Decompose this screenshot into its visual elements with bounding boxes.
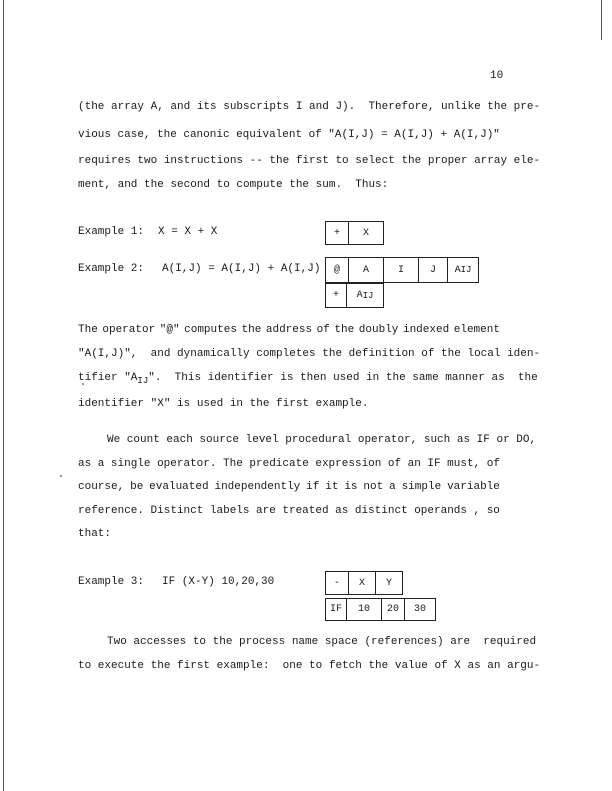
word: variable [447,481,500,493]
word: "@" [159,324,180,336]
example2-result-identifier-main: A [454,264,461,276]
paragraph2-line4: identifier "X" is used in the first example. [78,398,369,410]
example2-local-identifier-cell [346,284,383,307]
word: predicate [249,458,309,470]
paragraph4-line1: Two accesses to the process name space (references) are required [107,636,537,648]
paragraph2-line1 [78,324,500,336]
word: operands [414,505,468,517]
example3-label-30-cell: 30 [404,599,435,620]
example1-label: Example 1: [78,226,145,238]
example3-label: Example 3: [78,576,145,588]
word: operator [102,324,156,336]
word: if [306,481,320,493]
word: not [363,481,384,493]
word: be [130,481,144,493]
paragraph1-line2 [78,129,500,141]
example1-operator-cell: + [333,227,340,239]
word: must, [447,458,481,470]
word: equivalent [236,129,303,141]
word: operator. [157,458,217,470]
example2-subscript-i-cell: I [383,258,418,282]
word: single [110,458,151,470]
example3-expression: IF (X-Y) 10,20,30 [162,576,275,588]
word: element [453,324,500,336]
paragraph2-line3-start: tifier "A [78,372,138,384]
paragraph4-line2: to execute the first example: one to fetch the value of X as an argu- [78,660,541,672]
example2-subscript-j-cell: J [418,258,447,282]
example2-array-cell: A [348,258,383,282]
example1-expression: X = X + X [158,226,218,238]
page-number: 10 [490,70,504,82]
word: of [486,458,500,470]
scan-speck [60,475,62,477]
word: is [344,481,358,493]
word: The [78,324,98,336]
word: a [389,481,396,493]
paragraph2-line3-sub: IJ [137,376,149,386]
word: evaluated [149,481,209,493]
word: computes [184,324,237,336]
paragraph1-line1: (the array A, and its subscripts I and J). Therefore, unlike the pre- [78,101,541,113]
paragraph3-line1: We count each source level procedural operator, such as IF or DO, [107,434,537,446]
example3-x-operand-cell: X [348,572,375,594]
example3-y-operand-cell: Y [375,572,402,594]
word: "A(I,J) = A(I,J) + A(I,J)" [328,129,500,141]
example2-at-operator-cell: @ [333,264,340,276]
paragraph3-line5: that: [78,528,112,540]
word: , [473,505,481,517]
paragraph3-line3 [78,481,500,493]
word: of [308,129,322,141]
word: case, [117,129,151,141]
word: the [241,324,262,336]
word: independently [214,481,301,493]
word: labels [209,505,250,517]
paragraph1-line4: ment, and the second to compute the sum. Thus: [78,179,389,191]
word: as [335,505,349,517]
page-right-edge-mark [601,0,602,40]
word: doubly [358,324,399,336]
word: IF [427,458,441,470]
example2-expression: A(I,J) = A(I,J) + A(I,J) [162,263,321,275]
example3-if-operator-cell: IF [329,604,342,615]
word: treated [282,505,329,517]
word: so [486,505,500,517]
paragraph1-line3: requires two instructions -- the first to select the proper array ele- [78,155,541,167]
example2-result-identifier-cell [447,258,478,282]
paragraph2-line2: "A(I,J)", and dynamically completes the definition of the local iden- [78,348,541,360]
word: of [387,458,402,470]
word: course, [78,481,125,493]
word: canonic [183,129,230,141]
word: a [97,458,105,470]
word: address [265,324,313,336]
word: as [78,458,92,470]
example2-label: Example 2: [78,263,145,275]
word: it [325,481,339,493]
page-left-edge [3,0,4,791]
word: the [334,324,355,336]
word: indexed [402,324,450,336]
word: simple [401,481,442,493]
example2-local-identifier-main: A [356,290,363,301]
example2-add-instruction-box [325,283,384,308]
example3-label-20-cell: 20 [381,599,404,620]
example3-minus-operator-cell: - [333,577,340,589]
example2-plus-operator-cell: + [332,290,339,301]
word: The [223,458,243,470]
example3-label-10-cell: 10 [346,599,381,620]
paragraph2-line3 [78,372,538,386]
example1-operand-cell: X [348,222,383,244]
word: are [256,505,276,517]
paragraph2-line3-end: ". This identifier is then used in the same manner as the [148,372,538,384]
word: vious [78,129,112,141]
example2-select-instruction-box [325,257,479,283]
word: Distinct [150,505,204,517]
word: an [407,458,421,470]
word: distinct [354,505,408,517]
example2-result-identifier-sub: IJ [460,265,472,275]
word: of [316,324,330,336]
example3-branch-instruction-box [325,598,436,621]
example1-instruction-box [325,221,384,245]
word: expression [315,458,382,470]
word: reference. [78,505,145,517]
paragraph3-line2 [78,458,500,470]
example3-compare-instruction-box [325,571,403,595]
word: the [157,129,177,141]
paragraph3-line4 [78,505,500,517]
example2-local-identifier-sub: IJ [362,290,374,301]
